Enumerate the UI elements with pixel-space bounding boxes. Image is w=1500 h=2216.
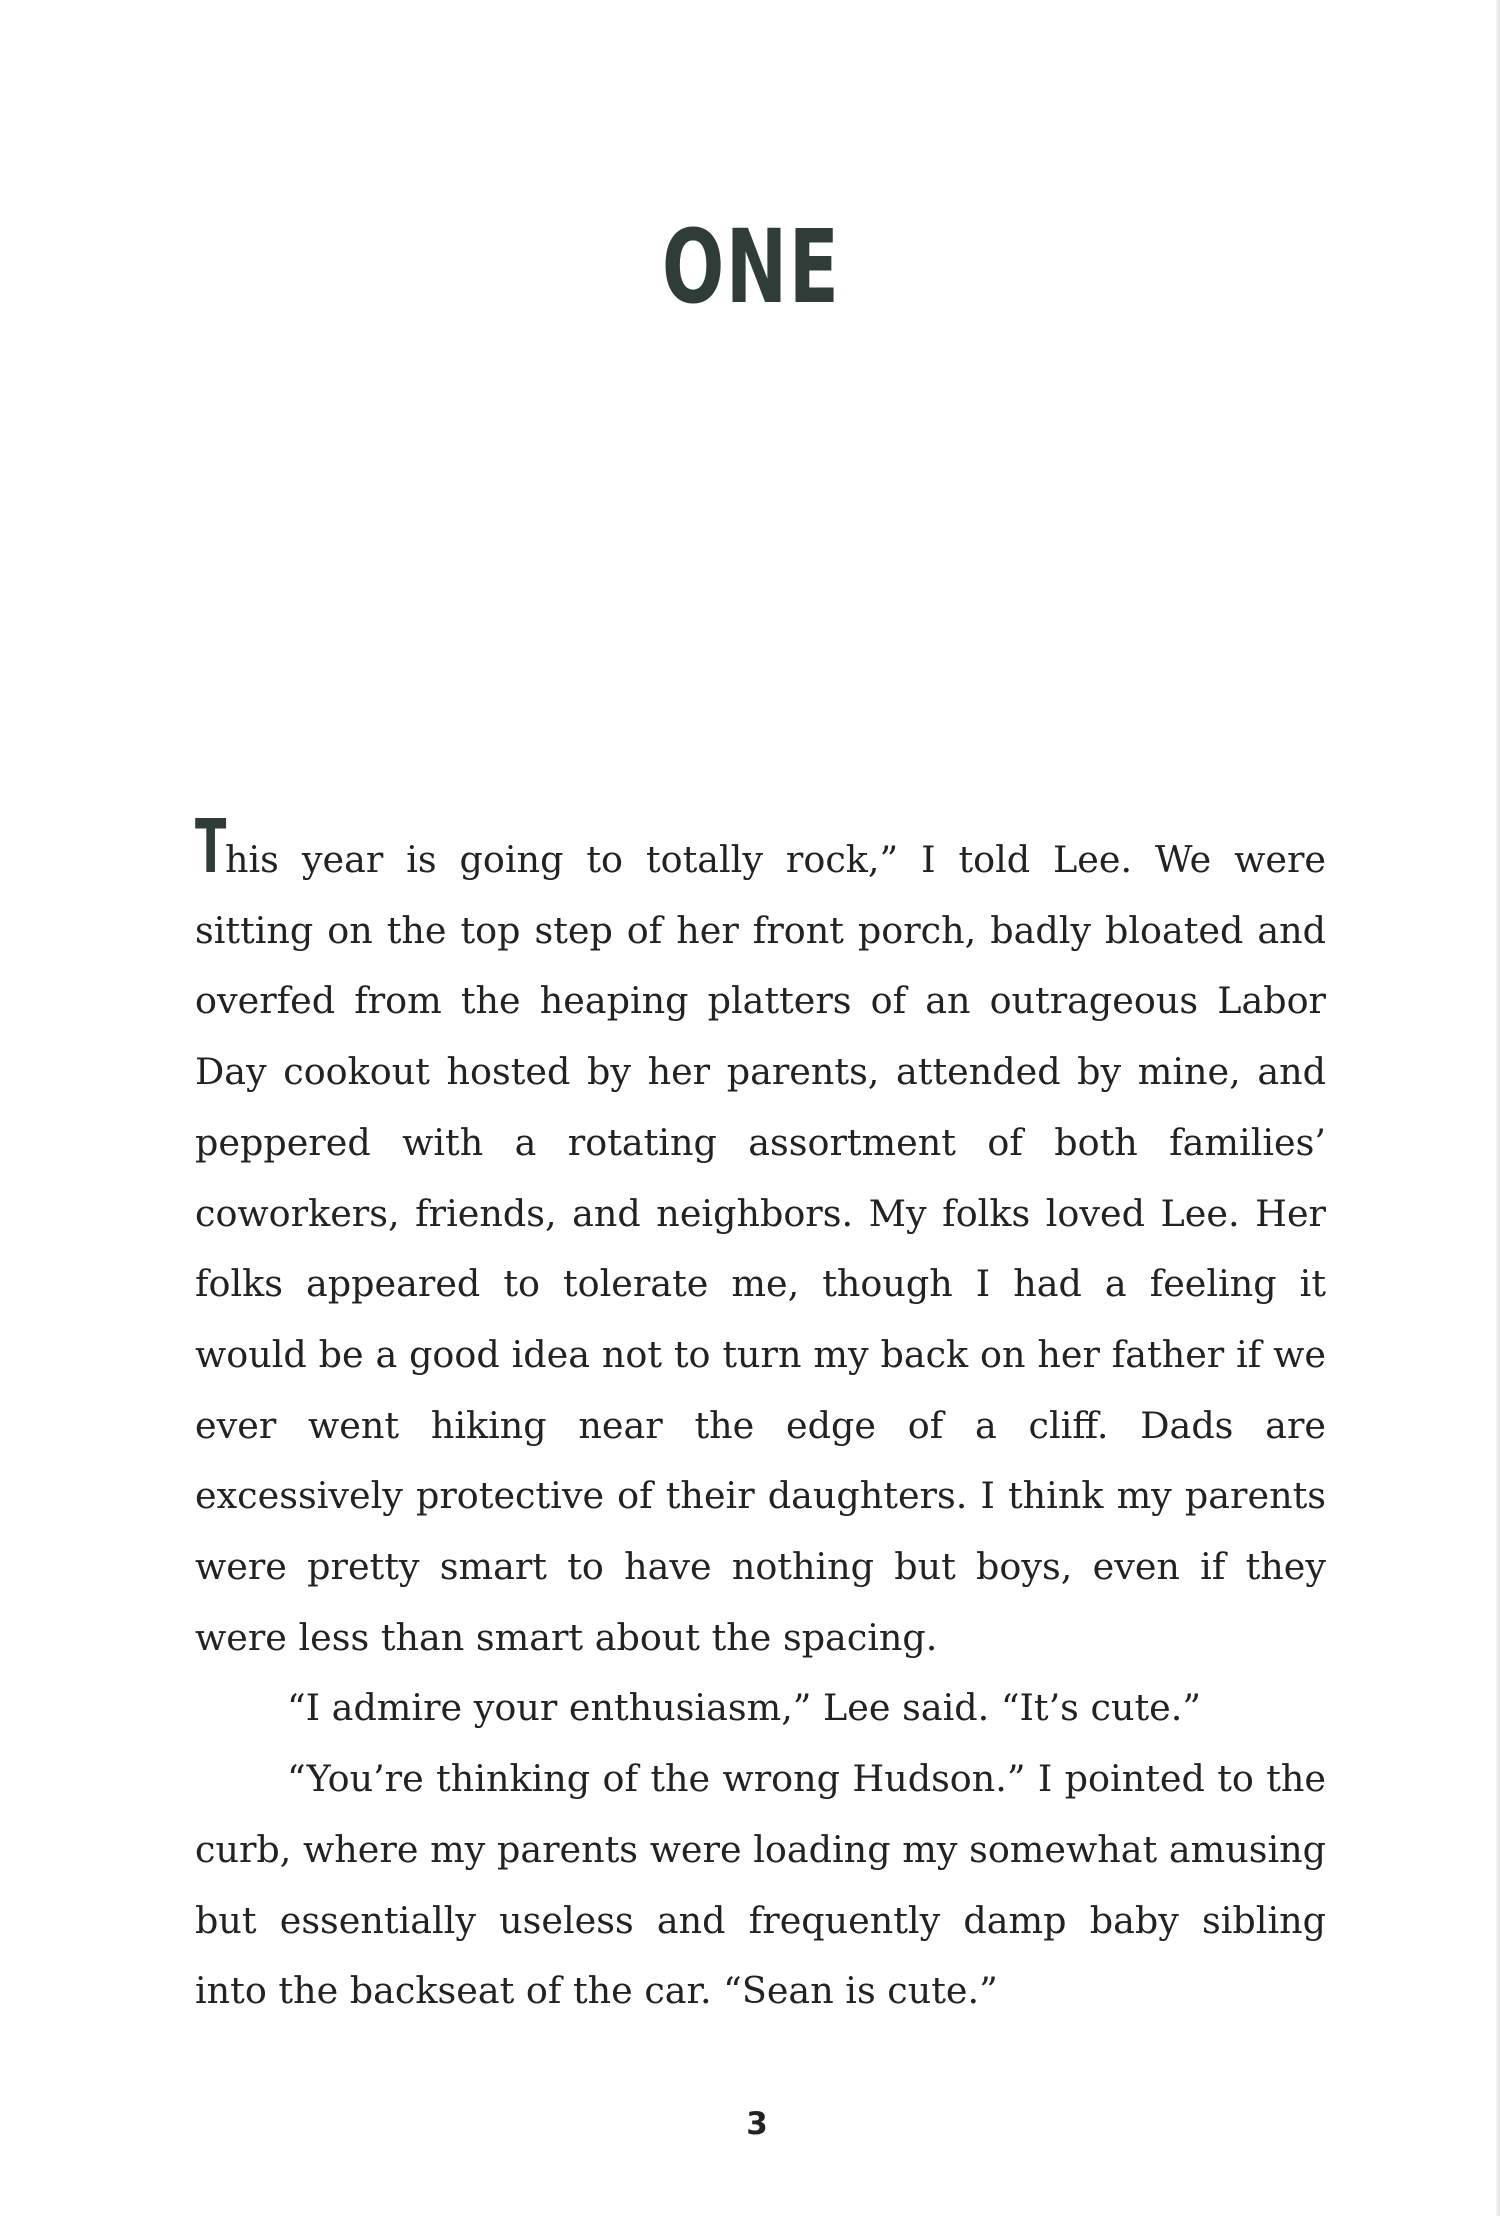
page-edge: [1496, 0, 1500, 2216]
paragraph-1: [195, 804, 1326, 1673]
paragraph-1-text: his year is going to totally rock,” I told Lee. We were sitting on the top step of her front porch, badly bloated and overfed from the heaping platters of an outrageous Labor Day cookout hosted by her parents, attended by mine, and peppered with a rotating assortment of both families’ coworkers, friends, and neighbors. My folks loved Lee. Her folks appeared to tolerate me, though I had a feeling it would be a good idea not to turn my back on her father if we ever went hiking near the edge of a cliff. Dads are excessively protective of their daughters. I think my parents were pretty smart to have nothing but boys, even if they were less than smart about the spacing.: [195, 838, 1326, 1659]
paragraph-2: “I admire your enthusiasm,” Lee said. “It’s cute.”: [287, 1686, 1201, 1730]
chapter-body: [195, 804, 1326, 2027]
chapter-title: ONE: [661, 208, 841, 327]
drop-cap: T: [195, 804, 227, 890]
page-number: 3: [746, 2106, 768, 2142]
paragraph-3: “You’re thinking of the wrong Hudson.” I pointed to the curb, where my parents were loading my somewhat amusing but essentially useless and frequently damp baby sibling into the backseat of the car. “Sean is cute.”: [195, 1757, 1326, 2013]
